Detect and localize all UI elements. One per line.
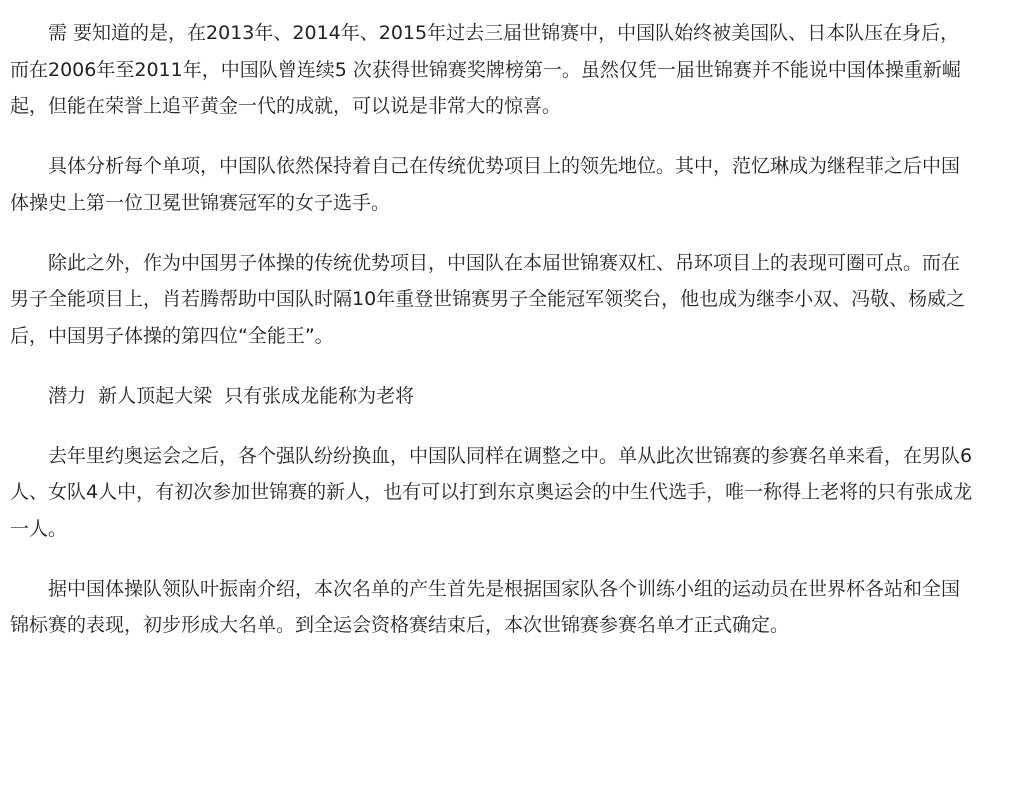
article-paragraph: 具体分析每个单项，中国队依然保持着自己在传统优势项目上的领先地位。其中，范忆琳成为继程菲之后中国体操史上第一位卫冕世锦赛冠军的女子选手。 — [10, 155, 961, 214]
article-paragraph: 需 要知道的是，在2013年、2014年、2015年过去三届世锦赛中，中国队始终被美国队、日本队压在身后，而在2006年至2011年，中国队曾连续5 次获得世锦赛奖牌榜第一。虽然仅凭一届世锦赛并不能说中国体操重新崛起，但能在荣誉上追平黄金一代的成就，可以说是非常大的惊喜。 — [10, 22, 961, 117]
article-paragraph: 除此之外，作为中国男子体操的传统优势项目，中国队在本届世锦赛双杠、吊环项目上的表现可圈可点。而在男子全能项目上，肖若腾帮助中国队时隔10年重登世锦赛男子全能冠军领奖台，他也成为继李小双、冯敬、杨威之后，中国男子体操的第四位“全能王”。 — [10, 251, 966, 347]
article-paragraph: 据中国体操队领队叶振南介绍，本次名单的产生首先是根据国家队各个训练小组的运动员在世界杯各站和全国锦标赛的表现，初步形成大名单。到全运会资格赛结束后，本次世锦赛参赛名单才正式确定。 — [10, 577, 961, 636]
article-paragraph: 去年里约奥运会之后，各个强队纷纷换血，中国队同样在调整之中。单从此次世锦赛的参赛名单来看，在男队6人、女队4人中，有初次参加世锦赛的新人，也有可以打到东京奥运会的中生代选手，唯一称得上老将的只有张成龙一人。 — [10, 444, 973, 540]
section-subheading: 潜力 新人顶起大梁 只有张成龙能称为老将 — [48, 384, 415, 407]
